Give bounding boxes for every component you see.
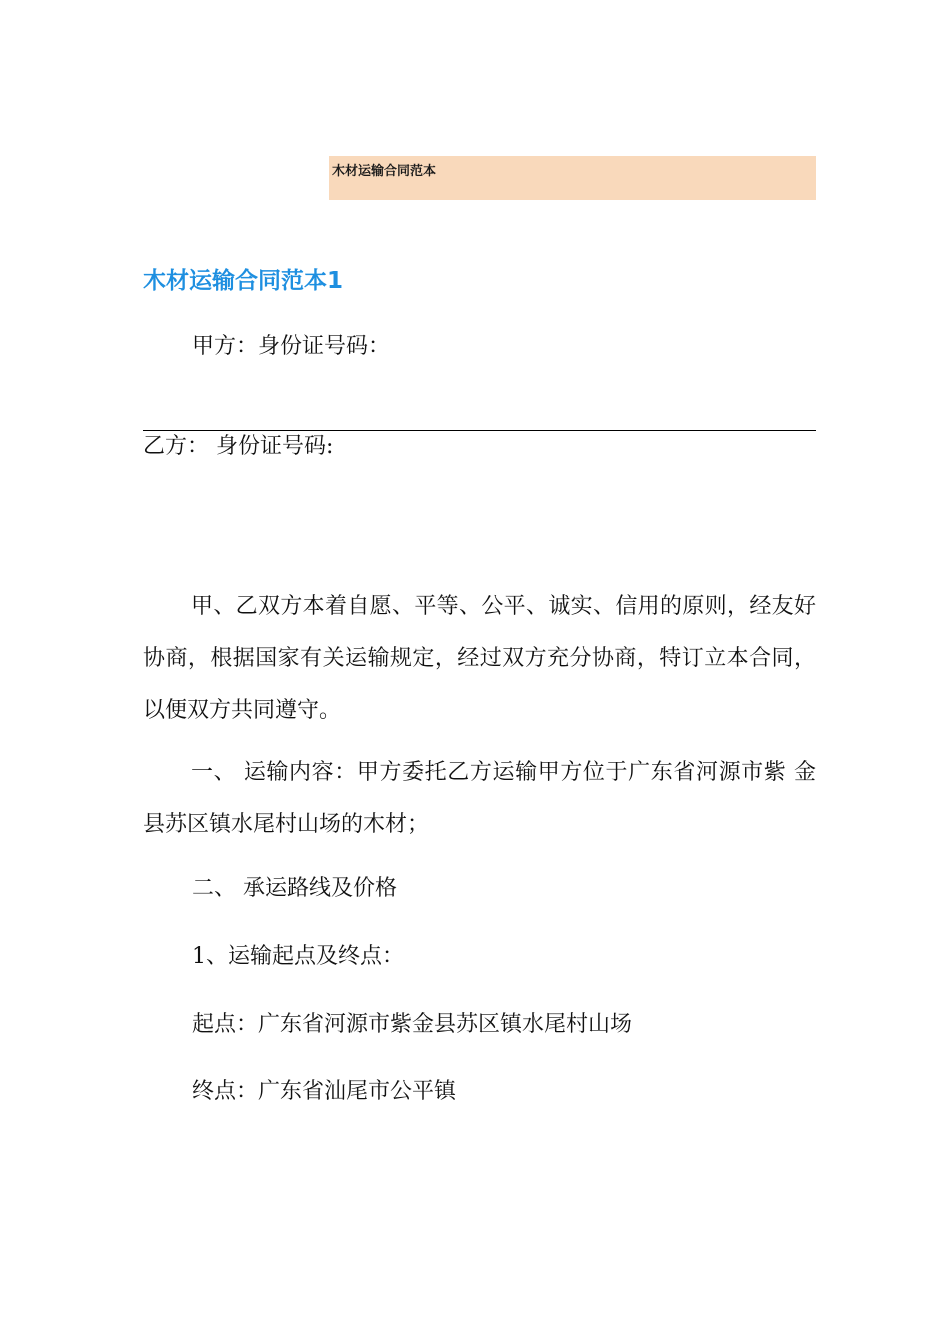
signature-rule	[143, 430, 816, 431]
section-1-paragraph: 一、 运输内容：甲方委托乙方运输甲方位于广东省河源市紫 金县苏区镇水尾村山场的木材；	[143, 760, 816, 837]
header-title: 木材运输合同范本	[332, 164, 437, 179]
intro-paragraph: 甲、乙双方本着自愿、平等、公平、诚实、信用的原则，经友好协商，根据国家有关运输规定，经过双方充分协商，特订立本合同，以便双方共同遵守。	[143, 594, 816, 723]
section-2-heading: 二、 承运路线及价格	[192, 876, 397, 901]
end-point-line: 终点：广东省汕尾市公平镇	[192, 1079, 457, 1104]
start-point-line: 起点：广东省河源市紫金县苏区镇水尾村山场	[192, 1012, 633, 1037]
party-a-line: 甲方：身份证号码：	[192, 334, 391, 359]
item-1-heading: 1、运输起点及终点：	[192, 944, 404, 969]
party-b-line: 乙方： 身份证号码:	[143, 434, 334, 459]
document-title: 木材运输合同范本1	[143, 268, 344, 294]
header-band	[329, 156, 816, 200]
